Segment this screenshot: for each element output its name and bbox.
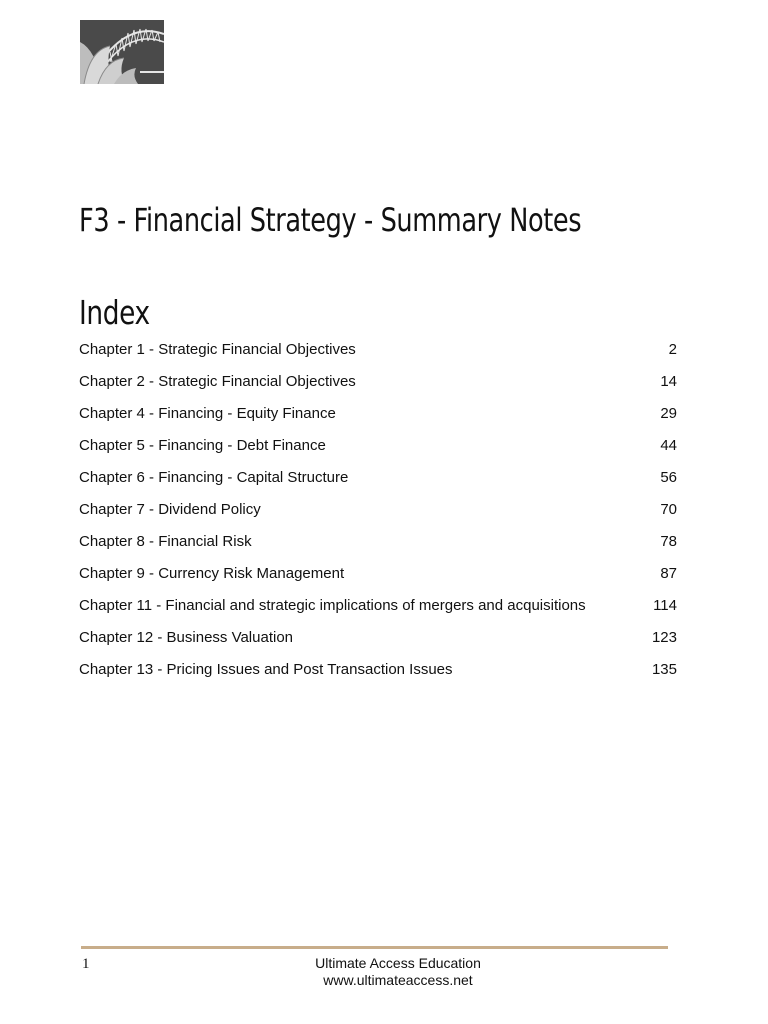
toc-entry-page: 123 [651,629,677,646]
toc-entry-chapter-2[interactable] [79,371,679,403]
toc-entry-chapter-12[interactable] [79,627,679,659]
toc-entry-page: 78 [660,533,677,550]
toc-entry-title: Chapter 5 - Financing - Debt Finance [79,437,326,454]
toc-entry-page: 70 [660,501,677,518]
toc-entry-title: Chapter 1 - Strategic Financial Objectives [79,341,356,358]
toc-entry-chapter-1[interactable] [79,339,679,371]
toc-entry-page: 44 [660,437,677,454]
footer-website[interactable]: www.ultimateaccess.net [323,972,473,988]
toc-entry-page: 56 [660,469,677,486]
toc-entry-chapter-7[interactable] [79,499,679,531]
footer-divider [81,946,668,949]
toc-entry-title: Chapter 9 - Currency Risk Management [79,565,345,582]
toc-entry-title: Chapter 4 - Financing - Equity Finance [79,405,336,422]
toc-entry-title: Chapter 7 - Dividend Policy [79,501,261,518]
toc-entry-title: Chapter 2 - Strategic Financial Objectives [79,373,356,390]
toc-entry-page: 114 [653,597,677,614]
toc-entry-chapter-4[interactable] [79,403,679,435]
table-of-contents [79,339,679,691]
toc-entry-chapter-8[interactable] [79,531,679,563]
toc-entry-title: Chapter 13 - Pricing Issues and Post Transaction Issues [79,661,453,678]
toc-entry-title: Chapter 12 - Business Valuation [79,629,294,646]
index-heading: Index [79,293,150,332]
page-number: 1 [82,956,90,972]
toc-entry-page: 14 [660,373,677,390]
toc-entry-page: 87 [660,565,677,582]
toc-entry-chapter-6[interactable] [79,467,679,499]
toc-entry-title: Chapter 8 - Financial Risk [79,533,252,550]
toc-entry-title: Chapter 11 - Financial and strategic implications of mergers and acquisitions [79,597,586,614]
toc-entry-chapter-13[interactable] [79,659,679,691]
toc-entry-page: 135 [651,661,677,678]
toc-entry-chapter-9[interactable] [79,563,679,595]
toc-entry-chapter-5[interactable] [79,435,679,467]
toc-entry-page: 2 [668,341,677,358]
footer [248,955,548,989]
toc-entry-chapter-11[interactable] [79,595,679,627]
toc-entry-page: 29 [660,405,677,422]
document-title: F3 - Financial Strategy - Summary Notes [79,201,582,239]
toc-entry-title: Chapter 6 - Financing - Capital Structure [79,469,349,486]
footer-organization: Ultimate Access Education [315,955,481,971]
sydney-opera-house-logo-icon [80,20,164,84]
